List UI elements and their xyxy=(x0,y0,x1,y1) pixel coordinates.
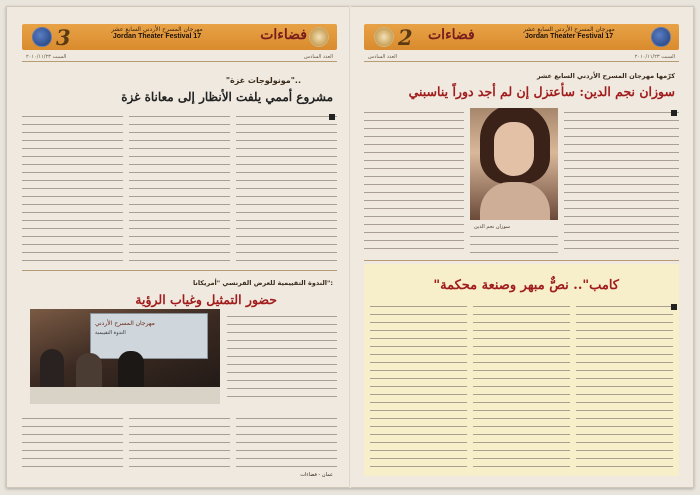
text-column xyxy=(470,232,558,256)
portrait-photo xyxy=(470,108,558,220)
right-page xyxy=(364,16,679,478)
text-column xyxy=(236,414,337,472)
story2-headline: "كامب".. نصٌّ مبهر وصنعة محكمة xyxy=(433,278,619,293)
festival-title-ar: مهرجان المسرح الأردني السابع عشر xyxy=(523,26,615,33)
festival-title xyxy=(102,26,212,40)
table-surface xyxy=(30,387,220,404)
section-rule xyxy=(22,270,337,271)
byline: عمان - فضاءات xyxy=(300,472,333,478)
page-fold xyxy=(349,6,351,488)
festival-title xyxy=(514,26,624,40)
paragraph-marker-icon xyxy=(671,304,677,310)
brand-name: فضاءات xyxy=(428,27,475,43)
story1-under-photo-text xyxy=(470,232,558,256)
story2-photo xyxy=(30,309,220,404)
story2-body xyxy=(22,414,337,472)
section-rule xyxy=(364,260,679,261)
text-column xyxy=(129,414,230,472)
brand-name: فضاءات xyxy=(260,27,307,43)
story1-kicker: "مونولوجات غزة".. xyxy=(225,76,301,85)
story1-right-text xyxy=(564,108,679,256)
paragraph-marker-icon xyxy=(671,110,677,116)
festival-title-en: Jordan Theater Festival 17 xyxy=(524,33,614,40)
story1-headline: سوزان نجم الدين: سأعتزل إن لم أجد دوراً يناسبني xyxy=(408,84,675,99)
shoulders-shape xyxy=(480,182,550,220)
emblem-icon xyxy=(374,27,394,47)
header-band xyxy=(364,24,679,50)
text-column xyxy=(564,108,679,256)
story1-body xyxy=(22,112,337,264)
issue-number: العدد السادس xyxy=(304,54,333,60)
story2-side-text xyxy=(227,312,337,404)
screen-subtext: الندوة التقييمية xyxy=(95,330,126,336)
text-column xyxy=(370,302,467,472)
story1-kicker: كرّمها مهرجان المسرح الأردني السابع عشر xyxy=(536,72,675,80)
emblem-icon xyxy=(309,27,329,47)
festival-logo-icon xyxy=(651,27,671,47)
story1-headline: مشروع أممي يلفت الأنظار إلى معاناة غزة xyxy=(121,90,333,104)
header-rule xyxy=(364,61,679,62)
text-column xyxy=(129,112,230,264)
issue-number: العدد السادس xyxy=(368,54,397,60)
issue-date: السبت ٢٠١٠/١١/٢٣ xyxy=(26,54,67,60)
issue-date: السبت ٢٠١٠/١١/٢٣ xyxy=(634,54,675,60)
story2-headline: حضور التمثيل وغياب الرؤية xyxy=(135,292,277,307)
festival-title-en: Jordan Theater Festival 17 xyxy=(112,33,202,40)
screen-text: مهرجان المسرح الأردني xyxy=(95,320,155,327)
text-column xyxy=(236,112,337,264)
page-number: 2 xyxy=(398,25,413,50)
story2-body xyxy=(370,302,673,472)
story1-left-text xyxy=(364,108,464,256)
paragraph-marker-icon xyxy=(329,114,335,120)
page-number: 3 xyxy=(56,25,71,50)
festival-logo-icon xyxy=(32,27,52,47)
text-column xyxy=(227,312,337,404)
header-rule xyxy=(22,61,337,62)
text-column xyxy=(22,112,123,264)
photo-caption: سوزان نجم الدين xyxy=(474,224,511,230)
festival-title-ar: مهرجان المسرح الأردني السابع عشر xyxy=(111,26,203,33)
text-column xyxy=(473,302,570,472)
text-column xyxy=(364,108,464,256)
text-column xyxy=(576,302,673,472)
text-column xyxy=(22,414,123,472)
projection-screen xyxy=(90,313,208,359)
left-page xyxy=(22,16,337,478)
header-band xyxy=(22,24,337,50)
person-figure xyxy=(40,349,64,389)
face-shape xyxy=(494,122,534,176)
story2-kicker: الندوة التقييمية للعرض الفرنسي "أمريكانا": xyxy=(192,279,333,287)
